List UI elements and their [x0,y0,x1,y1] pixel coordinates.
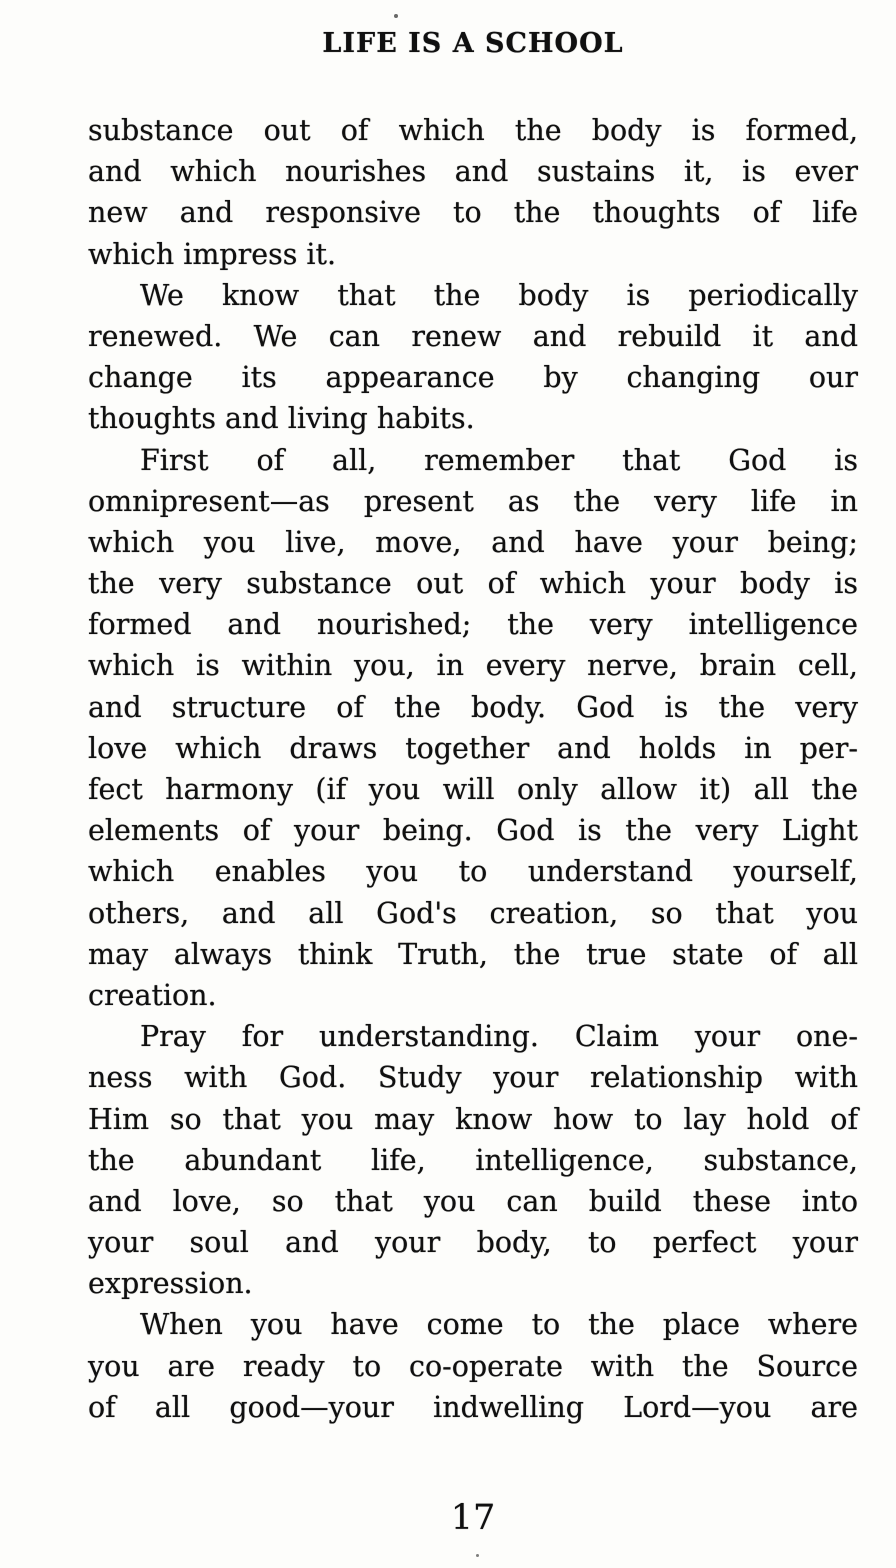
text-line: and structure of the body. God is the very [88,690,858,724]
text-line: the abundant life, intelligence, substance, [88,1143,858,1177]
text-line: ness with God. Study your relationship with [88,1061,858,1095]
text-line: love which draws together and holds in per- [88,731,858,765]
text-line: expression. [88,1267,253,1301]
text-line: renewed. We can renew and rebuild it and [88,319,858,353]
running-header: LIFE IS A SCHOOL [322,28,624,59]
scan-speck [394,14,398,18]
text-line: which impress it. [88,237,337,271]
scan-speck [476,1554,479,1557]
text-line: We know that the body is periodically [140,278,858,312]
text-line: which you live, move, and have your being; [88,525,858,559]
text-line: First of all, remember that God is [140,443,858,477]
text-line: and love, so that you can build these into [88,1184,858,1218]
text-line: you are ready to co-operate with the Source [88,1349,858,1383]
text-line: new and responsive to the thoughts of life [88,196,858,230]
text-line: thoughts and living habits. [88,402,475,436]
text-line: substance out of which the body is formed, [88,114,858,147]
text-line: Him so that you may know how to lay hold of [88,1102,858,1136]
text-line: which is within you, in every nerve, brain cell, [88,649,858,683]
text-line: may always think Truth, the true state of all [88,937,858,971]
text-line: fect harmony (if you will only allow it) all the [88,773,858,806]
text-line: Pray for understanding. Claim your one- [140,1020,858,1054]
text-line: When you have come to the place where [140,1308,858,1342]
text-line: which enables you to understand yourself, [88,855,858,889]
text-line: of all good—your indwelling Lord—you are [88,1390,858,1424]
text-line: and which nourishes and sustains it, is ever [88,155,858,189]
text-line: others, and all God's creation, so that you [88,896,858,930]
text-line: elements of your being. God is the very Light [88,814,858,848]
text-line: formed and nourished; the very intelligence [88,608,858,642]
text-line: the very substance out of which your body is [88,567,858,601]
text-line: change its appearance by changing our [88,361,858,395]
text-line: omnipresent—as present as the very life in [88,484,858,518]
page-number: 17 [450,1498,496,1538]
body-text [88,110,858,1428]
text-line: creation. [88,978,217,1012]
text-line: your soul and your body, to perfect your [88,1226,858,1260]
